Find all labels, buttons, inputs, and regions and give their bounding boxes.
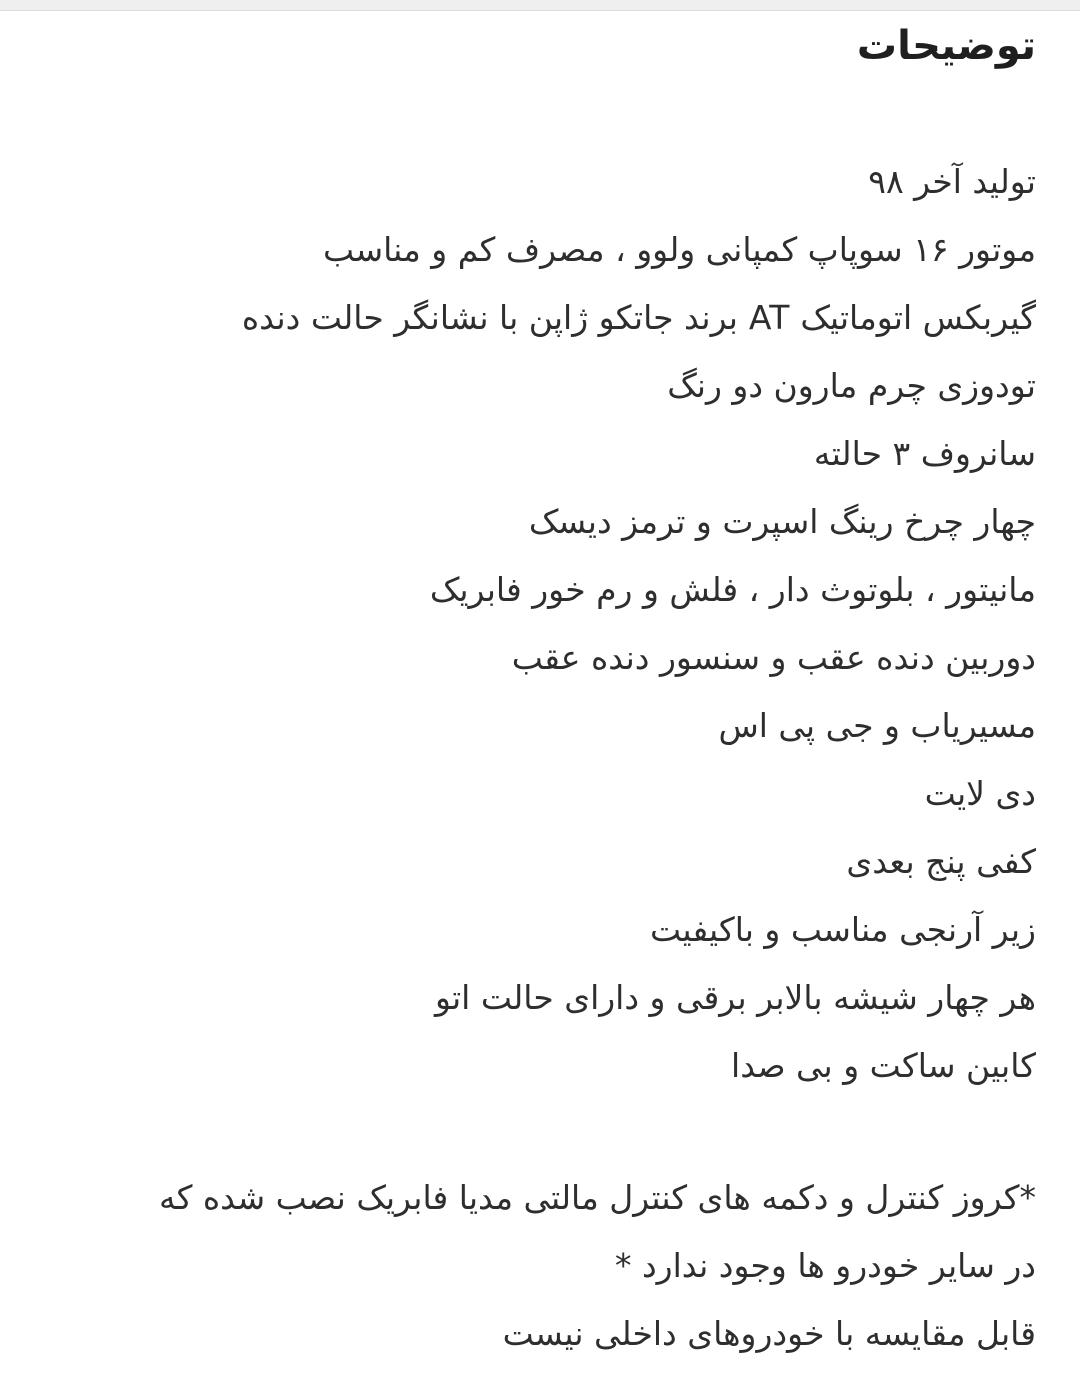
feature-line: کفی پنج بعدی	[846, 842, 1036, 881]
section-title: توضیحات	[856, 23, 1036, 69]
feature-line: هر چهار شیشه بالابر برقی و دارای حالت اتو	[434, 978, 1036, 1017]
feature-line: سانروف ۳ حالته	[813, 434, 1036, 473]
feature-line: موتور ۱۶ سوپاپ کمپانی ولوو ، مصرف کم و مناسب	[323, 230, 1036, 269]
footnote-line: *کروز کنترل و دکمه های کنترل مالتی مدیا فابریک نصب شده که	[159, 1178, 1036, 1217]
footnote	[26, 1170, 1036, 1374]
feature-line: زیر آرنجی مناسب و باکیفیت	[649, 910, 1036, 949]
feature-line: چهار چرخ رینگ اسپرت و ترمز دیسک	[528, 502, 1036, 541]
feature-line: تودوزی چرم مارون دو رنگ	[667, 366, 1036, 405]
feature-line: دوربین دنده عقب و سنسور دنده عقب	[511, 638, 1036, 677]
feature-line: دی لایت	[924, 774, 1036, 813]
feature-line: مسیریاب و جی پی اس	[718, 706, 1036, 745]
feature-line: گیربکس اتوماتیک AT برند جاتکو ژاپن با نشانگر حالت دنده	[241, 298, 1036, 337]
footnote-line: قابل مقایسه با خودروهای داخلی نیست	[502, 1314, 1036, 1353]
feature-line: تولید آخر ۹۸	[868, 162, 1036, 201]
footnote-line: در سایر خودرو ها وجود ندارد *	[614, 1246, 1036, 1285]
feature-line: کابین ساکت و بی صدا	[731, 1046, 1036, 1085]
feature-list	[16, 154, 1036, 1106]
feature-line: مانیتور ، بلوتوث دار ، فلش و رم خور فابریک	[429, 570, 1036, 609]
